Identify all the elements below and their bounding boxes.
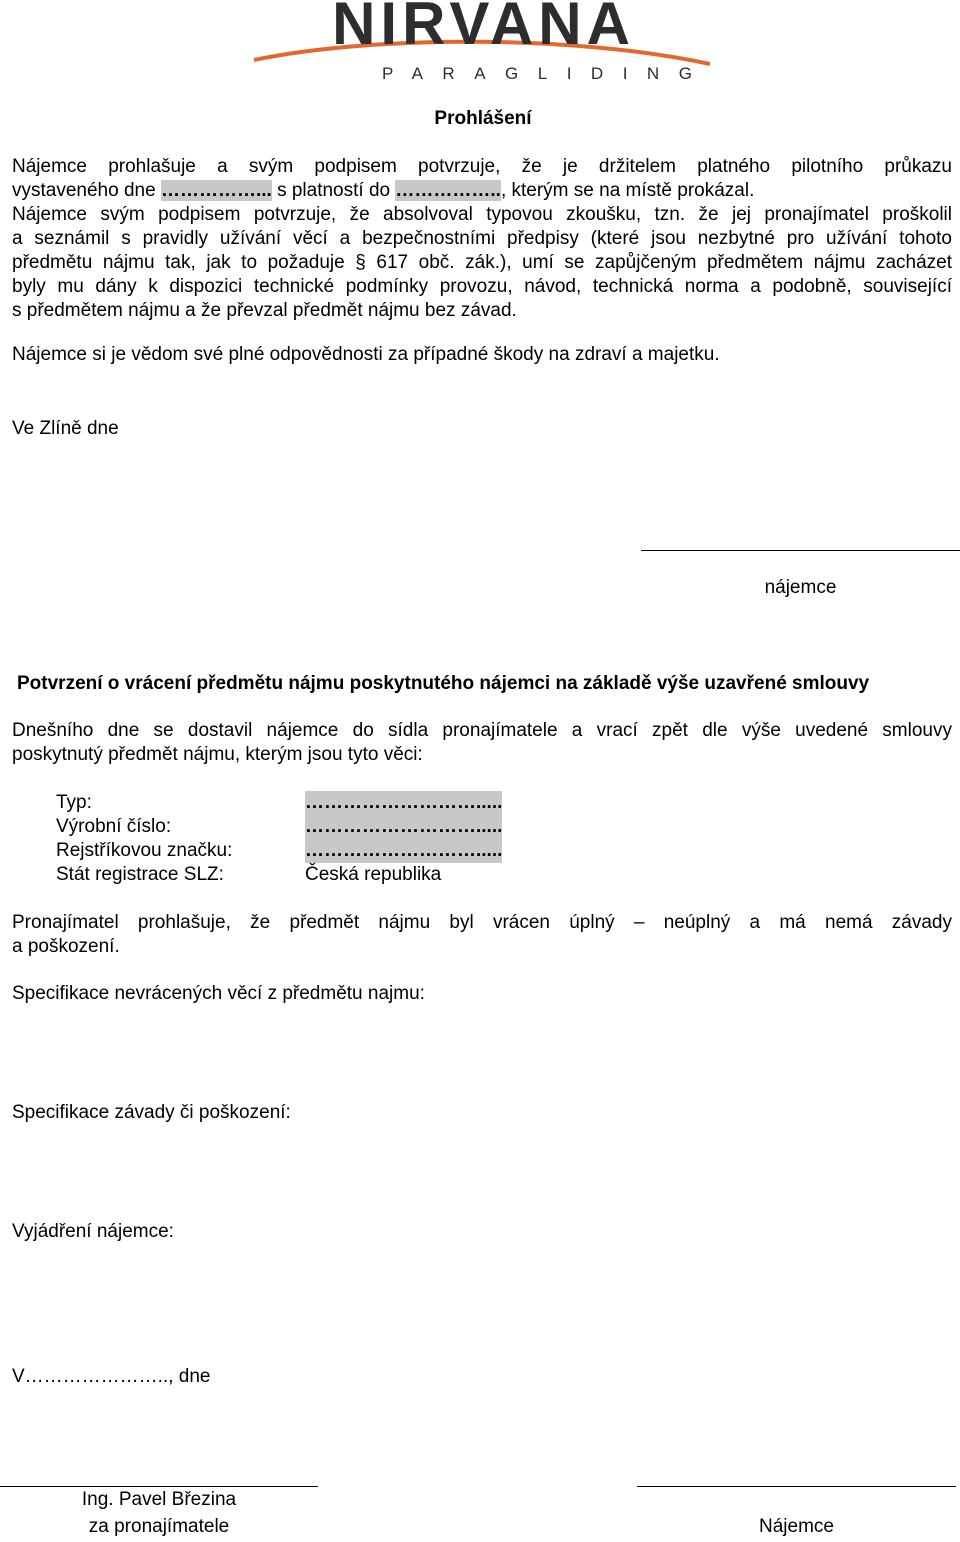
paragraph-line: Nájemce prohlašuje a svým podpisem potvrzuje, že je držitelem platného pilotního průkazu (12, 156, 952, 177)
paragraph-line: Nájemce svým podpisem potvrzuje, že absolvoval typovou zkoušku, tzn. že jej pronajímatel proškolil (12, 204, 952, 225)
signature-label-tenant: nájemce (764, 577, 837, 598)
place-date-field: V………………….., dne (12, 1366, 211, 1387)
paragraph-line: s předmětem nájmu a že převzal předmět nájmu bez závad. (12, 300, 517, 321)
section-title-prohlaseni: Prohlášení (434, 108, 532, 129)
signature-line-landlord (0, 1486, 318, 1487)
tenant-statement: Vyjádření nájemce: (12, 1221, 174, 1242)
paragraph-line: Pronajímatel prohlašuje, že předmět nájmu byl vrácen úplný – neúplný a má nemá závady (12, 912, 952, 933)
text-s-platnosti-do: s platností do (277, 180, 391, 201)
landlord-name: Ing. Pavel Březina (81, 1489, 237, 1510)
returned-items-list (56, 791, 616, 887)
paragraph-line-with-fields (12, 179, 952, 203)
logo-brand-text: NIRVANA (332, 0, 635, 57)
signature-line-tenant (641, 550, 960, 551)
paragraph-declaration (12, 203, 952, 323)
nirvana-paragliding-logo (250, 0, 715, 88)
item-value: Česká republika (305, 864, 442, 885)
item-value-field[interactable]: ………………………..... (305, 792, 503, 813)
item-value-field[interactable]: ………………………..... (305, 816, 503, 837)
paragraph-line: Dnešního dne se dostavil nájemce do sídla pronajímatele a vrací zpět dle výše uvedené smlouvy (12, 720, 952, 741)
item-label: Stát registrace SLZ: (56, 864, 224, 885)
item-row-serial (56, 815, 616, 839)
paragraph-line: poskytnutý předmět nájmu, kterým jsou tyto věci: (12, 744, 423, 765)
item-row-registration (56, 839, 616, 863)
paragraph-line: byly mu dány k dispozici technické podmínky provozu, návod, technická norma a podobně, související (12, 276, 952, 297)
paragraph-line: předmětu nájmu tak, jak to požaduje § 617 obč. zák.), umí se zapůjčeným předmětem nájmu zacházet (12, 252, 952, 273)
spec-damage: Specifikace závady či poškození: (12, 1102, 291, 1123)
paragraph-line: a seznámil s pravidly užívání věcí a bezpečnostními předpisy (které jsou nezbytné pro užívání tohoto (12, 228, 952, 249)
logo-sub-text: PARAGLIDING (382, 64, 712, 83)
item-value-field[interactable]: ………………………..... (305, 840, 503, 861)
section-title-potvrzeni: Potvrzení o vrácení předmětu nájmu poskytnutého nájemci na základě výše uzavřené smlouvy (17, 673, 870, 694)
signature-line-tenant-return (637, 1486, 956, 1487)
text-kterym-se-prokazal: , kterým se na místě prokázal. (500, 180, 755, 201)
place-date-zlin: Ve Zlíně dne (12, 418, 119, 439)
item-label: Rejstříkovou značku: (56, 840, 233, 861)
item-label: Typ: (56, 792, 92, 813)
valid-until-field[interactable]: …………….. (395, 180, 501, 201)
item-row-typ (56, 791, 616, 815)
item-label: Výrobní číslo: (56, 816, 172, 837)
item-row-country (56, 863, 616, 887)
tenant-role: Nájemce (759, 1516, 834, 1537)
landlord-role: za pronajímatele (88, 1516, 230, 1537)
paragraph-line: a poškození. (12, 936, 120, 957)
spec-missing-items: Specifikace nevrácených věcí z předmětu najmu: (12, 983, 425, 1004)
text-vystaveneho-dne: vystaveného dne (12, 180, 156, 201)
date-issued-field[interactable]: ……………... (160, 180, 272, 201)
paragraph-responsibility: Nájemce si je vědom své plné odpovědnosti za případné škody na zdraví a majetku. (12, 344, 720, 365)
